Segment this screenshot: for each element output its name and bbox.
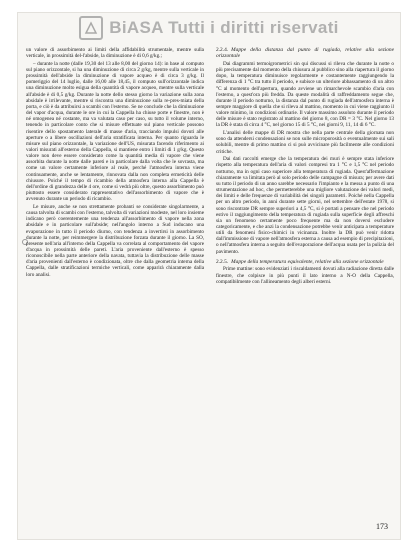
paragraph: L'analisi delle mappe di DR mostra che nella parte centrale della giornata non sono da attendersi condensazioni se non sulle microporosità o eventualmente sui sali solubili, mentre di primo mattino ci si può avvicinare più facilmente alle condizioni critiche.	[216, 130, 394, 155]
page-number: 173	[376, 522, 388, 531]
left-column	[26, 47, 204, 278]
watermark-text: BiASA Tutti i diritti riservati	[109, 18, 339, 37]
section-number: 2.2.5.	[216, 258, 229, 265]
paragraph: Dai dati raccolti emerge che la temperatura dei muri è sempre stata inferiore rispetto alla temperatura dell'aria di valori compresi tra 1 °C e 1,5 °C nel periodo notturno, ma in ogni caso superiore alla temperatura di rugiada. Quest'affermazione chiaramente va limitata però al solo periodo delle campagne di misura; per avere dati su tutto il periodo di un anno sarebbe necessario l'impianto e la messa a punto di una strumentazione ad hoc, che permetterebbe una migliore valutazione dei valori medi, dei limiti e delle frequenze di variabilità dei singoli parametri. Poiché nella Cappella per un altro periodo, in anni durante sette giorni, nel settembre dell'estate 1978, si sono riscontrate DR sempre superiori a 4,5 °C, si è portati a pensare che nel periodo estivo il raggiungimento della temperatura di rugiada sulla superficie degli affreschi sia un fenomeno certamente poco frequente ma da non doversi escludere categoricamente, e che anzi la condensazione potrebbe venir anticipata a temperature utili da fenomeni fisico-chimici in vicinanza. Inoltre la DR può venir ridotta dall'immissione di vapore nell'atmosfera esterna a causa ad esempio di precipitazioni, o nell'atmosfera interna a seguito dell'evaporazione dell'acqua usata per la pulizia del pavimento.	[216, 156, 394, 255]
watermark-logo-icon	[79, 16, 103, 40]
section-title: Mappe della distanza dal punto di rugiada, relative alla sezione orizzontale	[216, 47, 394, 60]
section-title: Mappe della temperatura equivalente, relative alla sezione orizzontale	[231, 258, 384, 265]
paragraph: Prime mattine: sono evidenziati i riscaldamenti dovuti alla radiazione diretta dalle finestre, che colpisce in più punti il lato interno a N-O della Cappella, compatibilmente con l'allineamento degli alberi esterni.	[216, 266, 394, 285]
right-column	[216, 47, 394, 285]
section-heading	[216, 259, 394, 265]
paragraph: Le misure, anche se non strettamente probanti se considerate singolarmente, a causa talvolta di scambi con l'esterno, talvolta di variazioni modeste, nel loro insieme indicano però coerentemente una tendenza all'assorbimento di vapore nella zona absidale e in particolare sull'abside; nell'angolo interno a Sud inducano una evaporazione in tutto il periodo diurno, con tendenza a invertirsi in assorbimento durante la notte, per reimmergere la distribuzione forzata durante il giorno. La SO, presente nell'aria all'interno della Cappella va correlata al comportamento del vapore d'acqua in prossimità delle pareti. L'aria proveniente dall'esterno è spesso riconoscibile nella parte anteriore della navata, tuttavia la distribuzione delle masse d'aria provenienti dall'esterno è condizionata, oltre che dalla geometria interna della Cappella, dalle stratificazioni termiche verticali, come apparirà chiaramente dalla loro analisi.	[26, 203, 204, 278]
paragraph: Dai diagrammi termoigrometrici sin qui discussi si rileva che durante la notte o più precisamente dal momento della chiusura al pubblico sino alla riapertura il giorno dopo, la temperatura diminuisce regolarmente e costantemente raggiungendo la differenza di 1 °C tra tutto il periodo, e subisce un ulteriore abbassamento di un altro °C al momento dell'apertura, quando avviene un rimarchevole scambio d'aria con l'esterno, a quest'ora più fredda. Da queste modalità di raffreddamento segue che, durante il periodo notturno, la distanza dal punto di rugiada dell'atmosfera interna è sempre maggiore di quella che si rileva al mattino, momento in cui viene raggiunto il valore minimo, in condizioni ordinarie. Il valore massimo assoluto durante il periodo delle misure è stato registrato al mattino del giorno 8, con DR = 3 °C. Nel giorno 13 la DR è stata di circa 4 °C, nel giorno 15 di 5 °C, nei giorni 9, 11, 14 di 6 °C.	[216, 60, 394, 129]
document-page	[18, 13, 400, 539]
paragraph: – durante la notte (dalle 19,30 del 13 alle 8,00 del giorno 14): in base al computo sul piano orizzontale, si ha una diminuzione di circa 2 g/kg, mentre sulla verticale in prossimità dell'abside la diminuzione di vapore acqueo è di circa 3 g/kg. Il pomeriggio del 14 luglio, dalle 16,00 alle 18,45, il computo sull'orizzontale indica una diminuzione molto esigua della quantità di vapore acqueo, mentre sulla verticale all'abside è di 0,5 g/kg. Durante la notte dello stesso giorno la variazione sulla zona absidale è irrilevante, mentre si riscontra una diminuzione sulla re-pres-miata della porta, e ciò è da attribuirsi a scambi con l'esterno. Se ne conclude che la diminuzione del vapor d'acqua, durante le ore in cui la Cappella ha chiuse porte e finestre, non è né omogenea né costante, ma va valutata caso per caso, su tutto il volume interno, tenendo in particolare conto che si misure effettuate sul piano verticale possono risentire dello spostamento laterale di masse d'aria, tracciando impulsi dovuti alle aperture o a libere oscillazioni dell'aria stratificata interna. Per quanto riguarda le misure sul piano orizzontale, la variazione dell'US, misurata facendo riferimento ai valori misurati all'esterno della Cappella, si mantiene entro i limiti di 1 g/kg. Questo valore non deve essere considerato come la quantità media di vapore che viene assorbita durante la notte dalle pareti e in particolare dalla volta che le sovrasta, ma come un valore certamente inferiore al reale, perché l'atmosfera interna viene continuamente, anche se lentamente, rinnovata dalla non completa ermeticità delle chiusure. Poiché il tempo di ricambio della atmosfera interna alla Cappella è dell'ordine di grandezza delle 4 ore, come si vedrà più oltre, questo assorbimento può piuttosto essere considerato rappresentativo dell'assorbimento di vapore che è avvenuto durante un periodo di ricambio.	[26, 60, 204, 203]
watermark	[18, 13, 400, 43]
section-heading	[216, 47, 394, 59]
paragraph: un valore di assorbimento ai limiti della affidabilità strumentale, mentre sulla verticale, in prossimità del-l'abside, la diminuzione è di 0,6 g/kg.;	[26, 47, 204, 60]
section-number: 2.2.4.	[216, 47, 229, 53]
